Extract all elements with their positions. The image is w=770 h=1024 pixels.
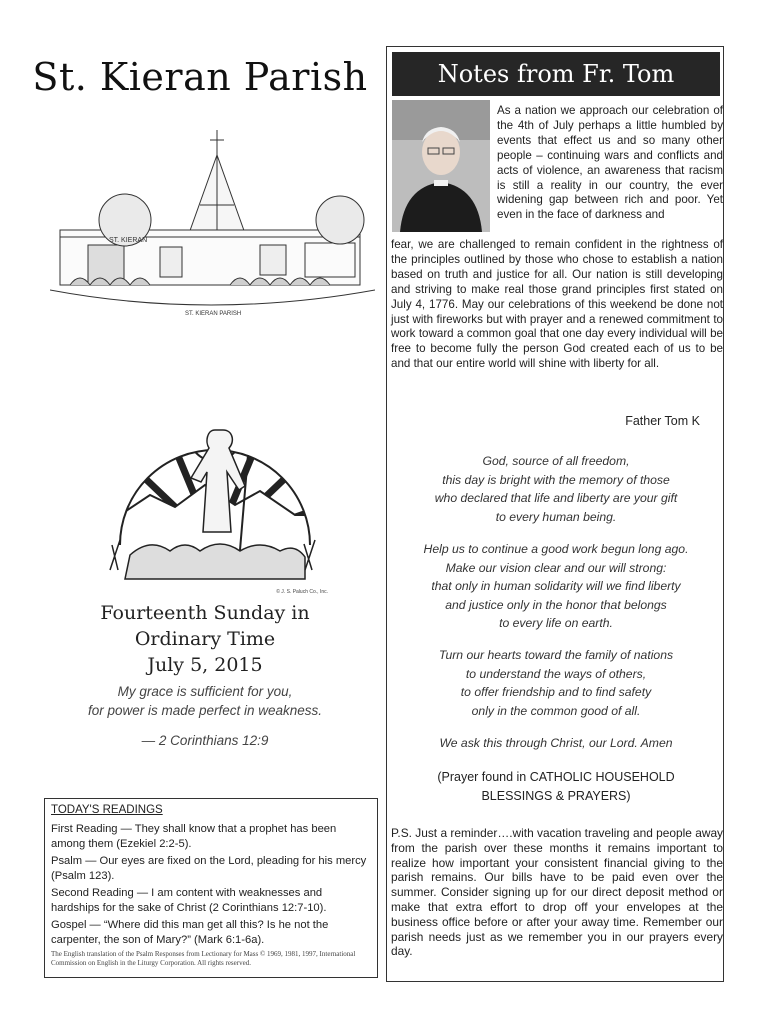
notes-paragraph-top: As a nation we approach our celebration of the 4th of July perhaps a little humbled by events that effect us and so many other people – continuing wars and conflicts and acts of violence, an awareness that racism is still a reality in our country, the ever widening gap between rich and poor. Yet even in the face of darkness and bbox=[497, 104, 723, 222]
readings-heading: TODAY'S READINGS bbox=[51, 804, 163, 816]
prayer-source: (Prayer found in CATHOLIC HOUSEHOLD BLESSINGS & PRAYERS) bbox=[437, 770, 675, 803]
prayer-stanza-1: God, source of all freedom, this day is bright with the memory of those who declared that life and liberty are your gift to every human being. bbox=[434, 454, 678, 524]
verse-line1: My grace is sufficient for you, bbox=[117, 684, 293, 699]
priest-photo bbox=[392, 100, 490, 232]
prayer-closing: We ask this through Christ, our Lord. Amen bbox=[439, 736, 673, 750]
ps-note: P.S. Just a reminder….with vacation traveling and people away from the parish over these months it remains important to realize how important your consistent financial giving to the parish remains. Our bills have to be paid even over the summer. Consider signing up for our direct deposit method or make that extra effort to drop off your envelopes at the business office before or after your away time. Remember our parish needs just as we remember you in our prayers every day. bbox=[391, 826, 723, 959]
notes-signature: Father Tom K bbox=[625, 414, 700, 428]
prayer-stanza-3: Turn our hearts toward the family of nations to understand the ways of others, to offer friendship and to find safety only in the common good of all. bbox=[438, 648, 674, 718]
parish-title: St. Kieran Parish bbox=[32, 55, 368, 99]
reading-psalm: Psalm — Our eyes are fixed on the Lord, pleading for his mercy (Psalm 123). bbox=[51, 855, 367, 882]
church-illustration bbox=[50, 125, 375, 320]
occasion-line2: Ordinary Time bbox=[134, 628, 276, 650]
readings-copyright: The English translation of the Psalm Responses from Lectionary for Mass © 1969, 1981, 1997, International Commission on English in the Liturgy Corporation. All rights reserved. bbox=[51, 950, 356, 967]
notes-heading: Notes from Fr. Tom bbox=[392, 52, 720, 96]
verse-citation: — 2 Corinthians 12:9 bbox=[141, 733, 269, 748]
reading-first: First Reading — They shall know that a prophet has been among them (Ezekiel 2:2-5). bbox=[51, 823, 337, 850]
occasion-line1: Fourteenth Sunday in bbox=[100, 602, 310, 624]
notes-paragraph: fear, we are challenged to remain confident in the rightness of the principles outlined by those who chose to establish a nation based on truth and justice for all. Our nation is still developing and striving to make real those grand principles first stated on July 4, 1776. May our celebrations of this weekend be done not just with fireworks but with prayer and a renewed commitment to work toward a common goal that one day every individual will be free to become fully the person God created each of us to be and that our entire world will shine with liberty for all. bbox=[391, 238, 723, 371]
prayer-stanza-2: Help us to continue a good work begun long ago. Make our vision clear and our will strong: that only in human solidarity will we find liberty and justice only in the honor that belongs to every life on earth. bbox=[423, 542, 689, 630]
art-credit: © J. S. Paluch Co., Inc. bbox=[276, 589, 328, 595]
readings-box bbox=[44, 798, 378, 978]
reading-gospel: Gospel — “Where did this man get all this? Is he not the carpenter, the son of Mary?” (Mark 6:1-6a). bbox=[51, 919, 329, 946]
occasion-date: July 5, 2015 bbox=[147, 654, 263, 676]
jesus-illustration bbox=[100, 395, 330, 595]
verse-line2: for power is made perfect in weakness. bbox=[87, 703, 323, 718]
reading-second: Second Reading — I am content with weaknesses and hardships for the sake of Christ (2 Corinthians 12:7-10). bbox=[51, 887, 327, 914]
church-sign: ST. KIERAN bbox=[109, 237, 148, 244]
church-caption: ST. KIERAN PARISH bbox=[185, 311, 242, 317]
